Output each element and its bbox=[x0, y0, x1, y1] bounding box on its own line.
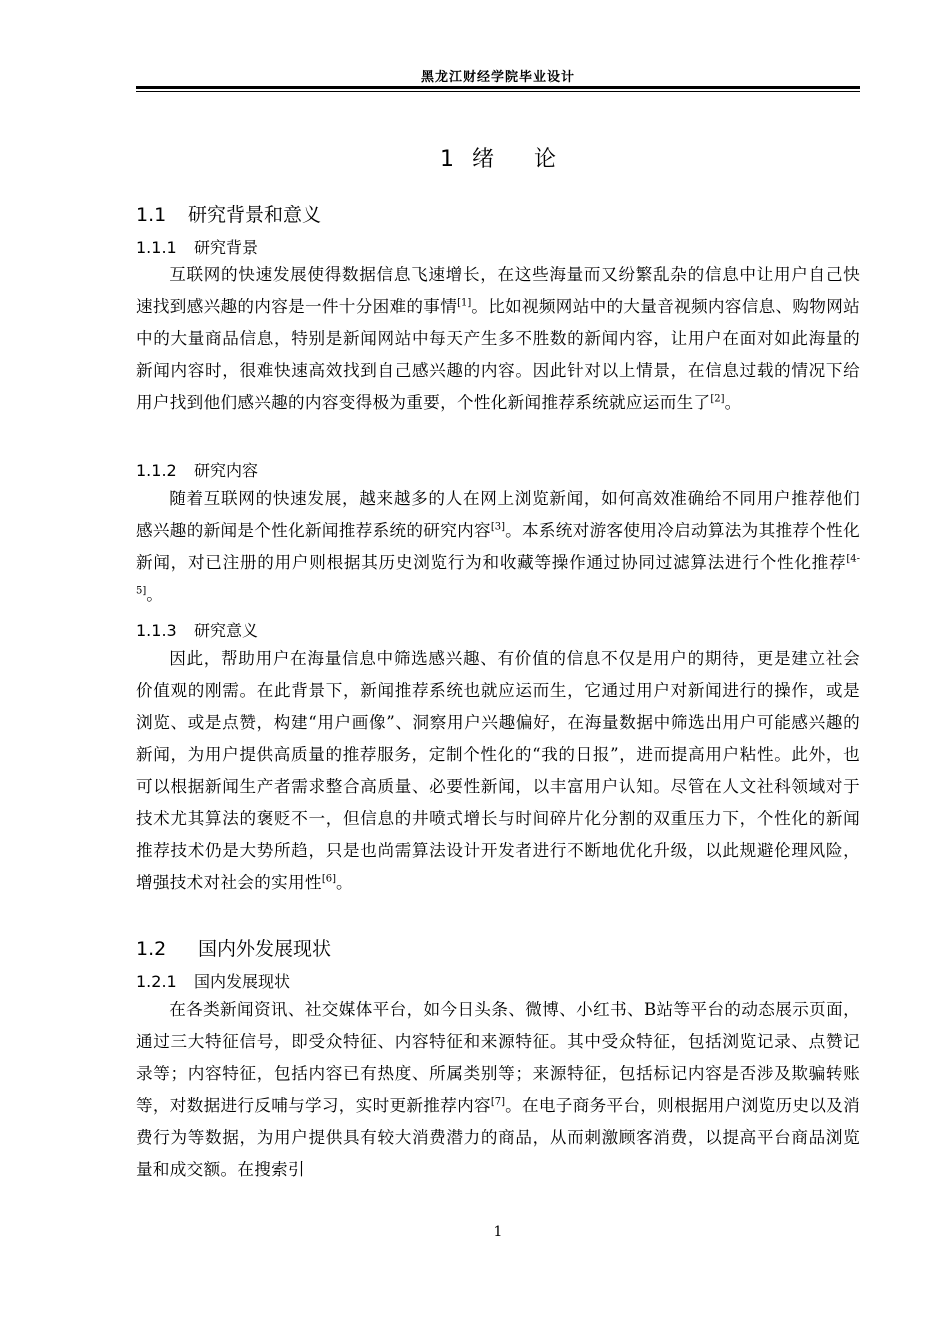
section-title: 研究背景和意义 bbox=[188, 204, 322, 226]
section-number: 1.1 bbox=[136, 204, 167, 226]
citation: [4-5] bbox=[136, 553, 860, 597]
section-number: 1.2 bbox=[136, 938, 167, 960]
paragraph: 因此，帮助用户在海量信息中筛选感兴趣、有价值的信息不仅是用户的期待，更是建立社会价值观的刚需。在此背景下，新闻推荐系统也就应运而生，它通过用户对新闻进行的操作，或是浏览、或是点赞，构建“用户画像”、洞察用户兴趣偏好，在海量数据中筛选出用户可能感兴趣的新闻，为用户提供高质量的推荐服务，定制个性化的“我的日报”，进而提高用户粘性。此外，也可以根据新闻生产者需求整合高质量、必要性新闻，以丰富用户认知。尽管在人文社科领域对于技术尤其算法的褒贬不一，但信息的井喷式增长与时间碎片化分割的双重压力下，个性化的新闻推荐技术仍是大势所趋，只是也尚需算法设计开发者进行不断地优化升级，以此规避伦理风险，增强技术对社会的实用性[6]。 bbox=[136, 649, 860, 892]
page-number: 1 bbox=[493, 1224, 503, 1240]
paragraph: 随着互联网的快速发展，越来越多的人在网上浏览新闻，如何高效准确给不同用户推荐他们感兴趣的新闻是个性化新闻推荐系统的研究内容[3]。本系统对游客使用冷启动算法为其推荐个性化新闻，对已注册的用户则根据其历史浏览行为和收藏等操作通过协同过滤算法进行个性化推荐[4-5]。 bbox=[136, 489, 860, 604]
subsection-heading bbox=[136, 618, 258, 641]
header-rule-thick bbox=[136, 86, 860, 89]
subsection-number: 1.2.1 bbox=[136, 972, 177, 991]
subsection-number: 1.1.1 bbox=[136, 238, 177, 257]
subsection-number: 1.1.2 bbox=[136, 461, 177, 480]
header-rule-thin bbox=[136, 91, 860, 92]
citation: [3] bbox=[490, 521, 506, 533]
paragraph: 在各类新闻资讯、社交媒体平台，如今日头条、微博、小红书、B站等平台的动态展示页面，通过三大特征信号，即受众特征、内容特征和来源特征。其中受众特征，包括浏览记录、点赞记录等；内容特征，包括内容已有热度、所属类别等；来源特征，包括标记内容是否涉及欺骗转账等，对数据进行反哺与学习，实时更新推荐内容[7]。在电子商务平台，则根据用户浏览历史以及消费行为等数据，为用户提供具有较大消费潜力的商品，从而刺激顾客消费，以提高平台商品浏览量和成交额。在搜索引 bbox=[136, 1000, 860, 1179]
paragraph: 互联网的快速发展使得数据信息飞速增长，在这些海量而又纷繁乱杂的信息中让用户自己快速找到感兴趣的内容是一件十分困难的事情[1]。比如视频网站中的大量音视频内容信息、购物网站中的大量商品信息，特别是新闻网站中每天产生多不胜数的新闻内容，让用户在面对如此海量的新闻内容时，很难快速高效找到自己感兴趣的内容。因此针对以上情景，在信息过载的情况下给用户找到他们感兴趣的内容变得极为重要，个性化新闻推荐系统就应运而生了[2]。 bbox=[136, 265, 860, 412]
subsection-heading bbox=[136, 235, 258, 258]
chapter-title bbox=[136, 142, 860, 173]
citation: [2] bbox=[710, 393, 725, 405]
citation: [6] bbox=[321, 873, 337, 885]
subsection-title: 研究背景 bbox=[194, 238, 259, 257]
chapter-name: 绪论 bbox=[471, 147, 596, 172]
subsection-title: 研究意义 bbox=[194, 621, 259, 640]
section-heading bbox=[136, 934, 331, 961]
subsection-number: 1.1.3 bbox=[136, 621, 177, 640]
citation: [7] bbox=[490, 1096, 506, 1108]
subsection-heading bbox=[136, 969, 290, 992]
citation: [1] bbox=[457, 297, 472, 309]
running-header: 黑龙江财经学院毕业设计 bbox=[420, 70, 575, 85]
subsection-heading bbox=[136, 458, 258, 481]
chapter-number: 1 bbox=[439, 147, 454, 172]
section-heading bbox=[136, 200, 321, 227]
subsection-title: 国内发展现状 bbox=[194, 972, 291, 991]
subsection-title: 研究内容 bbox=[194, 461, 259, 480]
section-title: 国内外发展现状 bbox=[198, 938, 332, 960]
